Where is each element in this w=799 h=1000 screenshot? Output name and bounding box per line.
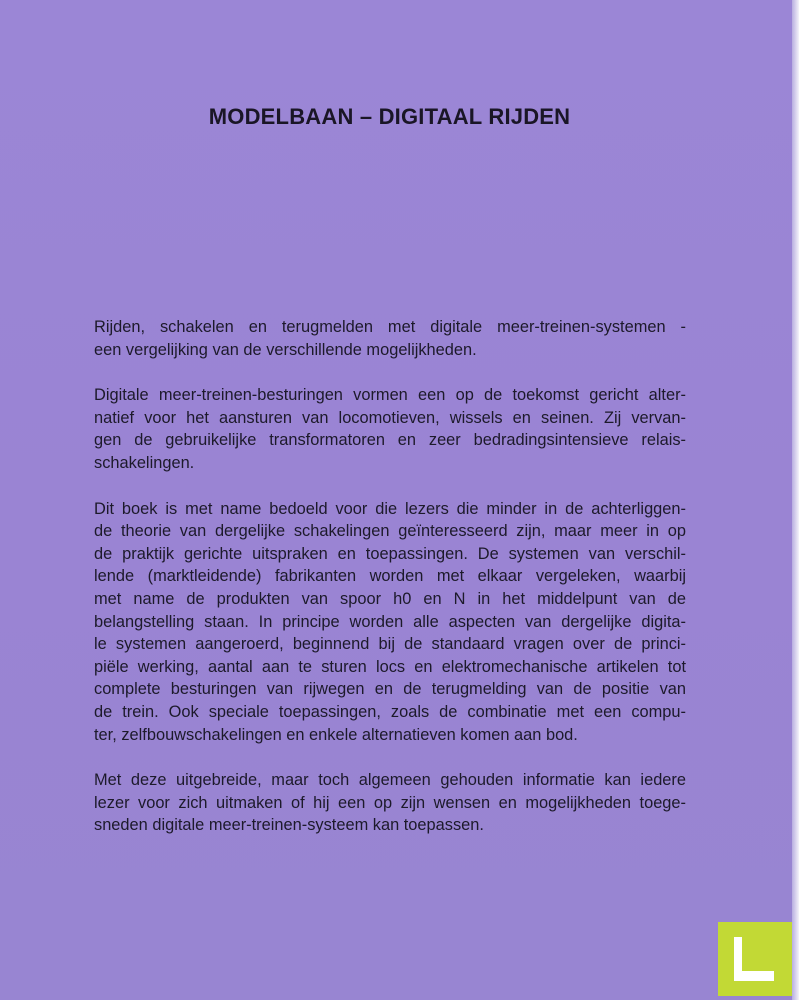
text-line: piële werking, aantal aan te sturen locs en elektromechanische artikelen tot [94,657,686,676]
text-line: Rijden, schakelen en terugmelden met digitale meer-treinen-systemen - [94,318,686,336]
logo-l-cutout [742,937,774,971]
page-edge [792,0,799,1000]
text-line: lezer voor zich uitmaken of hij een op zijn wensen en mogelijkheden toege- [94,793,686,812]
text-line: met name de produkten van spoor h0 en N in het middelpunt van de [94,589,686,608]
paragraph-2 [94,384,686,474]
text-line: lende (marktleidende) fabrikanten worden met elkaar vergeleken, waarbij [94,567,686,586]
text-line: ter, zelfbouwschakelingen en enkele alternatieven komen aan bod. [94,725,578,744]
paragraph-1 [94,316,686,361]
paragraph-3 [94,498,686,747]
text-line: de trein. Ook speciale toepassingen, zoals de combinatie met een compu- [94,702,686,721]
letter-l-logo-icon [718,922,792,996]
text-line: le systemen aangeroerd, beginnend bij de standaard vragen over de princi- [94,635,686,654]
paragraph-4 [94,769,686,837]
text-line: de theorie van dergelijke schakelingen geïnteresseerd zijn, maar meer in op [94,522,686,541]
text-line: complete besturingen van rijwegen en de terugmelding van de positie van [94,680,686,699]
text-line: belangstelling staan. In principe worden alle aspecten van dergelijke digita- [94,612,686,631]
text-line: een vergelijking van de verschillende mogelijkheden. [94,340,477,359]
text-line: de praktijk gerichte uitspraken en toepassingen. De systemen van verschil- [94,544,686,563]
blurb-text [94,316,686,860]
text-line: natief voor het aansturen van locomotieven, wissels en seinen. Zij vervan- [94,408,686,427]
text-line: Digitale meer-treinen-besturingen vormen een op de toekomst gericht alter- [94,386,686,405]
text-line: sneden digitale meer-treinen-systeem kan toepassen. [94,816,484,835]
text-line: gen de gebruikelijke transformatoren en zeer bedradingsintensieve relais- [94,431,686,450]
page-title: MODELBAAN – DIGITAAL RIJDEN [208,104,571,129]
text-line: schakelingen. [94,453,195,472]
text-line: Met deze uitgebreide, maar toch algemeen gehouden informatie kan iedere [94,771,686,790]
text-line: Dit boek is met name bedoeld voor die lezers die minder in de achterliggen- [94,499,686,518]
